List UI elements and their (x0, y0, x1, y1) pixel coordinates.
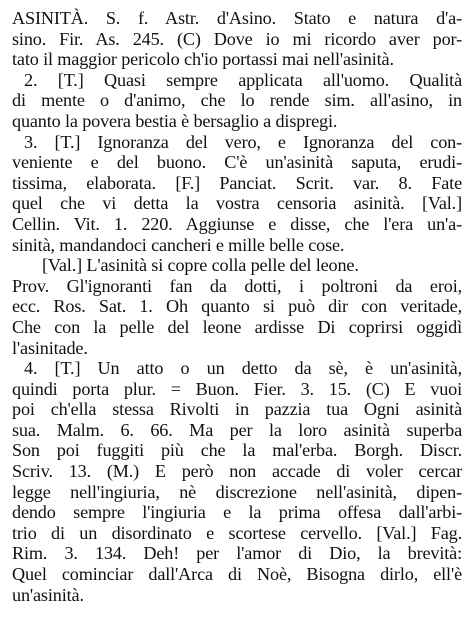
entry-line: quanto la povera bestia è bersaglio a dispregi. (12, 110, 338, 131)
entry-line: ecc. Ros. Sat. 1. Oh quanto si può dir con veritade, (12, 296, 462, 317)
entry-line: ASINITÀ. S. f. Astr. d'Asino. Stato e natura d'a- (12, 8, 462, 28)
entry-line: Scriv. 13. (M.) E però non accade di voler cercar (12, 461, 462, 482)
entry-line: l'asinitade. (12, 337, 88, 358)
entry-line: quel che vi detta la vostra censoria asinità. [Val.] (12, 193, 462, 214)
entry-line: sino. Fir. As. 245. (C) Dove io mi ricordo aver por- (12, 28, 462, 49)
entry-line: Prov. Gl'ignoranti fan da dotti, i poltroni da eroi, (12, 275, 462, 296)
entry-line: dendo sempre l'ingiuria e la prima offesa dall'arbi- (12, 502, 462, 523)
entry-line: quindi porta plur. = Buon. Fier. 3. 15. (C) E vuoi (12, 378, 462, 399)
entry-line: tato il maggior pericolo ch'io portassi mai nell'asinità. (12, 49, 394, 70)
entry-line: sinità, mandandoci cancheri e mille belle cose. (12, 234, 345, 255)
entry-line: 4. [T.] Un atto o un detto da sè, è un'asinità, (24, 358, 462, 379)
entry-line: un'asinità. (12, 584, 84, 605)
entry-line: Che con la pelle del leone ardisse Di coprirsi oggidì (12, 316, 462, 337)
entry-line: Rim. 3. 134. Deh! per l'amor di Dio, la brevità: (12, 543, 462, 564)
entry-line: [Val.] L'asinità si copre colla pelle del leone. (42, 255, 359, 276)
entry-line: 3. [T.] Ignoranza del vero, e Ignoranza del con- (24, 131, 462, 152)
entry-line: Cellin. Vit. 1. 220. Aggiunse e disse, che l'era un'a- (12, 213, 462, 234)
entry-line: di mente o d'animo, che lo rende sim. all'asino, in (12, 90, 462, 111)
entry-line: 2. [T.] Quasi sempre applicata all'uomo. Qualità (24, 69, 462, 90)
entry-line: poi ch'ella stessa Rivolti in pazzia tua Ogni asinità (12, 399, 462, 420)
entry-line: veniente e del buono. C'è un'asinità saputa, erudi- (12, 152, 462, 173)
entry-line: Son poi fuggiti più che la mal'erba. Borgh. Discr. (12, 440, 462, 461)
entry-line: trio di un disordinato e scortese cervello. [Val.] Fag. (12, 522, 462, 543)
entry-line: sua. Malm. 6. 66. Ma per la loro asinità superba (12, 419, 462, 440)
entry-line: tissima, elaborata. [F.] Panciat. Scrit. var. 8. Fate (12, 172, 462, 193)
entry-line: legge nell'ingiuria, nè discrezione nell'asinità, dipen- (12, 481, 462, 502)
entry-line: Quel cominciar dall'Arca di Noè, Bisogna dirlo, ell'è (12, 564, 462, 585)
